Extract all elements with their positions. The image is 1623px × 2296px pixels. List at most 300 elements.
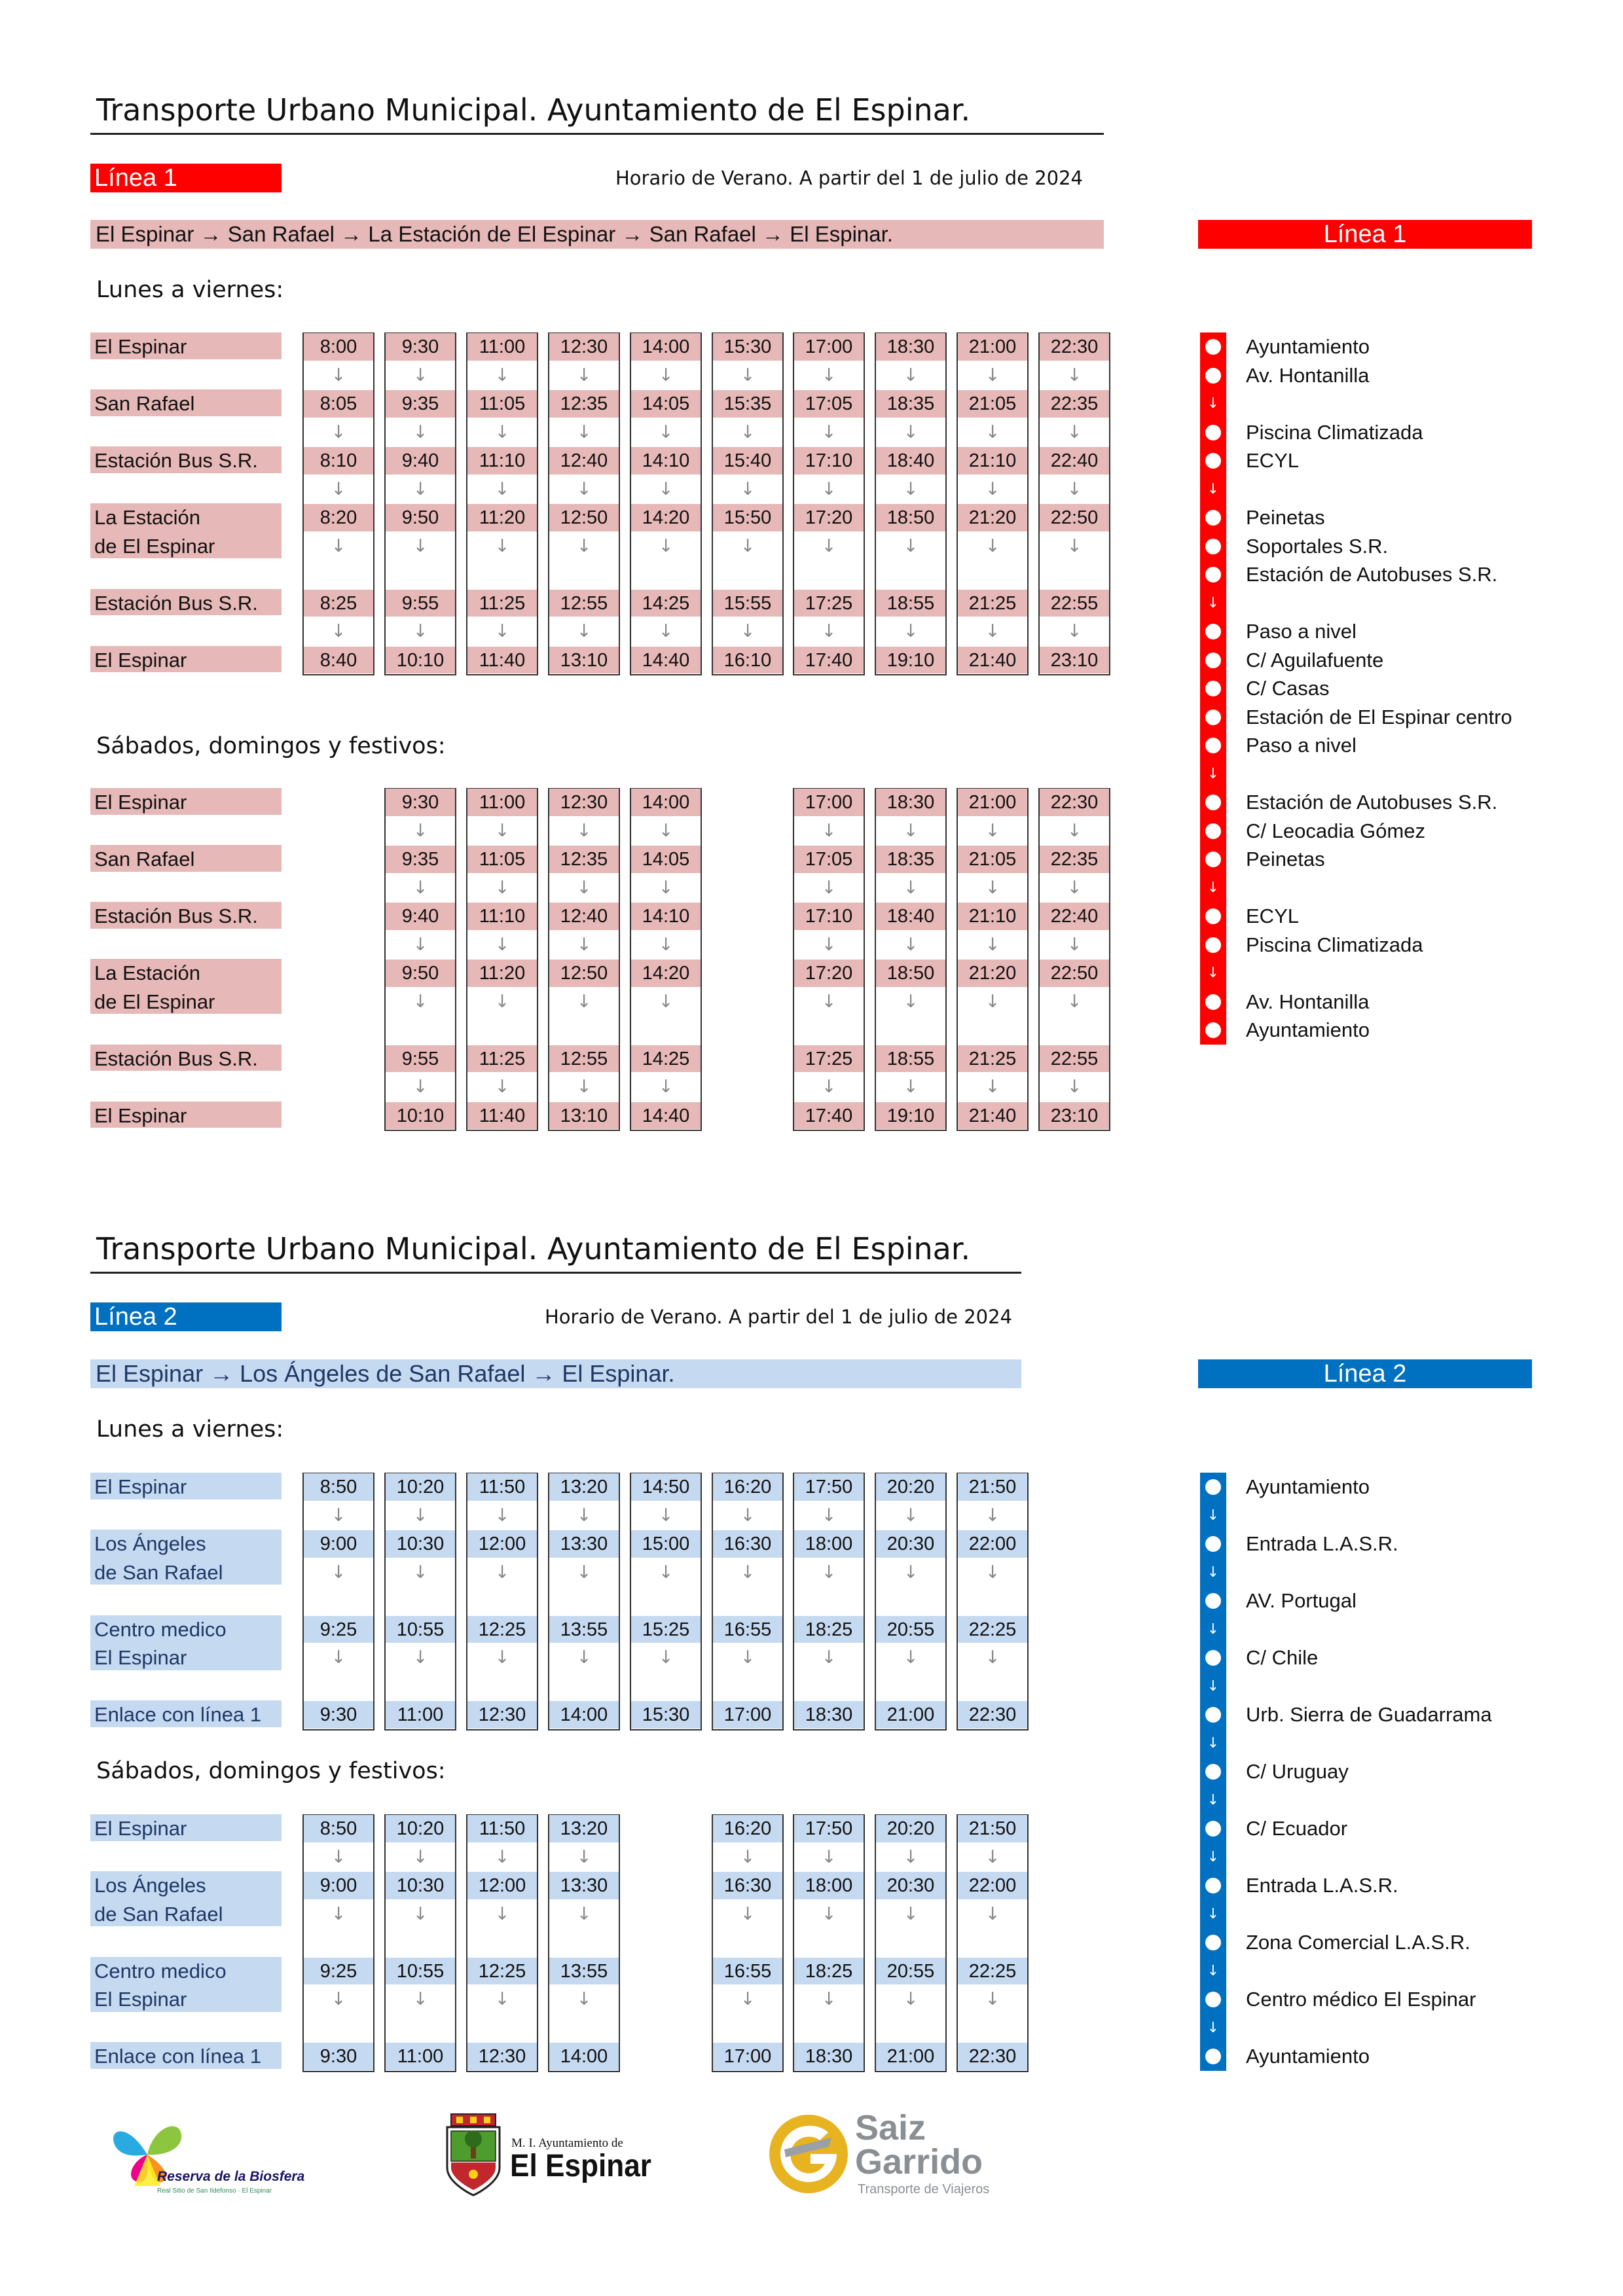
saiz-name: Saiz: [855, 2108, 926, 2147]
route-arrow-icon: ↓: [1207, 1962, 1220, 1979]
departure-time: 16:10: [713, 647, 782, 674]
departure-time: 17:40: [794, 647, 864, 674]
down-arrow-icon: ↓: [903, 365, 919, 386]
biosfera-name: Reserva de la Biosfera: [157, 2169, 305, 2184]
route-arrow-icon: ↓: [1207, 1677, 1220, 1695]
stop-dot-icon: [1205, 653, 1221, 668]
stop-dot-icon: [1205, 709, 1221, 725]
departure-time: 9:25: [304, 1616, 373, 1643]
departure-time: 22:55: [1040, 1045, 1109, 1073]
down-arrow-icon: ↓: [903, 478, 919, 499]
down-arrow-icon: ↓: [658, 820, 674, 841]
departure-time: 22:40: [1040, 447, 1109, 475]
down-arrow-icon: ↓: [740, 422, 756, 442]
down-arrow-icon: ↓: [985, 422, 1000, 442]
departure-time: 9:30: [386, 789, 455, 816]
down-arrow-icon: ↓: [903, 1903, 919, 1924]
down-arrow-icon: ↓: [903, 934, 919, 955]
route-arrow-icon: ↓: [1207, 965, 1220, 981]
down-arrow-icon: ↓: [985, 1903, 1000, 1924]
down-arrow-icon: ↓: [740, 535, 756, 556]
departure-time: 10:10: [386, 647, 455, 674]
down-arrow-icon: ↓: [412, 820, 428, 841]
route-arrow-icon: ↓: [1207, 594, 1220, 611]
down-arrow-icon: ↓: [576, 934, 592, 955]
down-arrow-icon: ↓: [821, 1989, 837, 2009]
stop-label: [90, 1473, 282, 1499]
stop-dot-icon: [1205, 937, 1221, 953]
route-stop-name: C/ Aguilafuente: [1246, 648, 1384, 672]
route-stop-name: Piscina Climatizada: [1246, 420, 1423, 444]
departure-time: 10:55: [386, 1616, 455, 1643]
departure-time: 22:40: [1040, 903, 1109, 930]
departure-time: 18:40: [876, 903, 945, 930]
departure-time: 21:25: [958, 590, 1027, 617]
departure-time: 14:00: [549, 1701, 619, 1729]
route-stop-name: Estación de El Espinar centro: [1246, 705, 1512, 728]
down-arrow-icon: ↓: [658, 365, 674, 386]
down-arrow-icon: ↓: [1067, 535, 1082, 556]
route-stop-name: C/ Casas: [1246, 677, 1330, 700]
down-arrow-icon: ↓: [576, 422, 592, 442]
departure-time: 22:00: [958, 1872, 1027, 1899]
stop-label: [90, 332, 282, 359]
route-stop-name: C/ Chile: [1246, 1646, 1319, 1669]
departure-time: 21:00: [958, 789, 1027, 816]
down-arrow-icon: ↓: [658, 877, 674, 898]
down-arrow-icon: ↓: [576, 535, 592, 556]
departure-time: 12:30: [467, 2043, 537, 2070]
line2-badge: Línea 2: [90, 1302, 282, 1331]
stop-dot-icon: [1205, 453, 1221, 469]
down-arrow-icon: ↓: [494, 1989, 510, 2009]
departure-time: 11:10: [467, 903, 537, 930]
down-arrow-icon: ↓: [903, 1562, 919, 1583]
stop-dot-icon: [1205, 1878, 1221, 1893]
down-arrow-icon: ↓: [1067, 1077, 1082, 1097]
route-arrow-icon: ↓: [1207, 1564, 1220, 1581]
down-arrow-icon: ↓: [903, 535, 919, 556]
down-arrow-icon: ↓: [412, 934, 428, 955]
departure-time: 12:35: [549, 846, 619, 873]
line2-route-badge: Línea 2: [1198, 1359, 1532, 1388]
stop-label: [90, 1814, 282, 1841]
departure-time: 12:50: [549, 504, 619, 531]
departure-time: 11:00: [386, 1701, 455, 1729]
departure-time: 21:05: [958, 390, 1027, 418]
stop-dot-icon: [1205, 1593, 1221, 1609]
stop-label: [90, 2042, 282, 2069]
departure-time: 21:40: [958, 647, 1027, 674]
down-arrow-icon: ↓: [494, 478, 510, 499]
departure-time: 14:05: [631, 390, 701, 418]
departure-time: 22:30: [1040, 789, 1109, 816]
down-arrow-icon: ↓: [740, 1562, 756, 1583]
departure-time: 11:05: [467, 390, 537, 418]
departure-time: 12:55: [549, 1045, 619, 1073]
down-arrow-icon: ↓: [494, 934, 510, 955]
down-arrow-icon: ↓: [331, 1505, 346, 1526]
line1-weekday-label: Lunes a viernes:: [96, 277, 284, 303]
down-arrow-icon: ↓: [331, 1647, 346, 1668]
departure-time: 11:00: [467, 333, 537, 361]
down-arrow-icon: ↓: [412, 422, 428, 442]
down-arrow-icon: ↓: [658, 422, 674, 442]
down-arrow-icon: ↓: [412, 535, 428, 556]
departure-time: 21:40: [958, 1102, 1027, 1130]
stop-label: [90, 788, 282, 815]
stop-dot-icon: [1205, 1764, 1221, 1780]
route-stop-name: Entrada L.A.S.R.: [1246, 1532, 1398, 1555]
departure-time: 9:50: [386, 960, 455, 987]
route-stop-name: Ayuntamiento: [1246, 335, 1370, 358]
stop-label-line: Estación Bus S.R.: [94, 905, 258, 927]
down-arrow-icon: ↓: [658, 621, 674, 641]
departure-time: 20:55: [876, 1958, 945, 1985]
down-arrow-icon: ↓: [412, 991, 428, 1012]
departure-time: 11:00: [467, 789, 537, 816]
departure-time: 17:00: [794, 333, 864, 361]
departure-time: 12:00: [467, 1530, 537, 1558]
stop-dot-icon: [1205, 510, 1221, 526]
route-stop-name: Centro médico El Espinar: [1246, 1988, 1476, 2011]
down-arrow-icon: ↓: [821, 1562, 837, 1583]
down-arrow-icon: ↓: [494, 877, 510, 898]
down-arrow-icon: ↓: [658, 991, 674, 1012]
stop-dot-icon: [1205, 1935, 1221, 1950]
down-arrow-icon: ↓: [658, 1647, 674, 1668]
down-arrow-icon: ↓: [576, 365, 592, 386]
departure-time: 14:20: [631, 504, 701, 531]
departure-time: 10:30: [386, 1872, 455, 1899]
stop-label: [90, 503, 282, 558]
down-arrow-icon: ↓: [658, 535, 674, 556]
down-arrow-icon: ↓: [903, 877, 919, 898]
stop-label: [90, 959, 282, 1014]
down-arrow-icon: ↓: [985, 991, 1000, 1012]
departure-time: 18:30: [794, 1701, 864, 1729]
departure-time: 12:30: [549, 333, 619, 361]
departure-time: 12:40: [549, 447, 619, 475]
departure-time: 16:20: [713, 1815, 782, 1842]
line1-badge: Línea 1: [90, 164, 282, 192]
down-arrow-icon: ↓: [903, 1647, 919, 1668]
stop-label-line: Estación Bus S.R.: [94, 591, 258, 615]
route-stop-name: Peinetas: [1246, 506, 1325, 529]
departure-time: 22:00: [958, 1530, 1027, 1558]
departure-time: 9:40: [386, 447, 455, 475]
route-arrow-icon: ↓: [1207, 1621, 1220, 1638]
route-stop-name: Paso a nivel: [1246, 620, 1357, 643]
saiz-sub: Transporte de Viajeros: [858, 2182, 990, 2197]
departure-time: 18:40: [876, 447, 945, 475]
route-arrow-icon: ↓: [1207, 395, 1220, 412]
stop-label-line: El Espinar: [94, 648, 187, 672]
stop-label: [90, 646, 282, 673]
stop-label: [90, 1530, 282, 1585]
down-arrow-icon: ↓: [412, 365, 428, 386]
down-arrow-icon: ↓: [821, 1903, 837, 1924]
route-stop-name: ECYL: [1246, 449, 1299, 472]
departure-time: 22:25: [958, 1958, 1027, 1985]
down-arrow-icon: ↓: [985, 478, 1000, 499]
departure-time: 16:55: [713, 1958, 782, 1985]
down-arrow-icon: ↓: [494, 422, 510, 442]
down-arrow-icon: ↓: [1067, 934, 1082, 955]
down-arrow-icon: ↓: [576, 621, 592, 641]
stop-label: [90, 1045, 282, 1071]
down-arrow-icon: ↓: [903, 1505, 919, 1526]
departure-time: 17:10: [794, 903, 864, 930]
departure-time: 18:55: [876, 1045, 945, 1073]
departure-time: 23:10: [1040, 1102, 1109, 1130]
stop-label-line: El Espinar: [94, 1817, 187, 1840]
saiz-garrido-logo: [766, 2109, 1041, 2200]
down-arrow-icon: ↓: [821, 1846, 837, 1867]
departure-time: 18:35: [876, 846, 945, 873]
down-arrow-icon: ↓: [331, 535, 346, 556]
down-arrow-icon: ↓: [903, 422, 919, 442]
departure-time: 10:30: [386, 1530, 455, 1558]
departure-time: 8:50: [304, 1815, 373, 1842]
departure-time: 13:30: [549, 1872, 619, 1899]
route-stop-name: Av. Hontanilla: [1246, 363, 1370, 387]
departure-time: 12:40: [549, 903, 619, 930]
down-arrow-icon: ↓: [821, 535, 837, 556]
route-stop-name: Zona Comercial L.A.S.R.: [1246, 1931, 1470, 1954]
down-arrow-icon: ↓: [985, 1562, 1000, 1583]
departure-time: 20:30: [876, 1872, 945, 1899]
departure-time: 20:30: [876, 1530, 945, 1558]
line2-weekday-label: Lunes a viernes:: [96, 1416, 284, 1443]
down-arrow-icon: ↓: [1067, 621, 1082, 641]
departure-time: 17:00: [794, 789, 864, 816]
departure-time: 22:50: [1040, 504, 1109, 531]
route-arrow-icon: ↓: [1207, 765, 1220, 782]
departure-time: 17:50: [794, 1815, 864, 1842]
down-arrow-icon: ↓: [1067, 877, 1082, 898]
departure-time: 17:00: [713, 1701, 782, 1729]
down-arrow-icon: ↓: [985, 877, 1000, 898]
down-arrow-icon: ↓: [903, 991, 919, 1012]
departure-time: 9:00: [304, 1530, 373, 1558]
down-arrow-icon: ↓: [821, 1505, 837, 1526]
down-arrow-icon: ↓: [412, 478, 428, 499]
departure-time: 14:40: [631, 647, 701, 674]
down-arrow-icon: ↓: [331, 1562, 346, 1583]
departure-time: 22:50: [1040, 960, 1109, 987]
stop-label: [90, 389, 282, 416]
departure-time: 18:30: [876, 333, 945, 361]
down-arrow-icon: ↓: [412, 1077, 428, 1097]
route-stop-name: Piscina Climatizada: [1246, 933, 1423, 956]
route-stop-name: AV. Portugal: [1246, 1589, 1357, 1612]
departure-time: 9:25: [304, 1958, 373, 1985]
stop-label-line: Estación Bus S.R.: [94, 449, 258, 472]
line2-title: Transporte Urbano Municipal. Ayuntamiento de El Espinar.: [96, 1231, 971, 1266]
stop-label-line: El Espinar: [94, 1988, 187, 2011]
departure-time: 11:20: [467, 504, 537, 531]
departure-time: 18:50: [876, 504, 945, 531]
departure-time: 15:40: [713, 447, 782, 475]
route-stop-name: Soportales S.R.: [1246, 534, 1389, 558]
route-arrow-icon: ↓: [1207, 879, 1220, 896]
departure-time: 9:40: [386, 903, 455, 930]
route-arrow-icon: ↓: [1207, 1848, 1220, 1865]
down-arrow-icon: ↓: [658, 1505, 674, 1526]
stop-dot-icon: [1205, 1650, 1221, 1666]
down-arrow-icon: ↓: [985, 365, 1000, 386]
down-arrow-icon: ↓: [494, 1562, 510, 1583]
stop-label-line: Enlace con línea 1: [94, 2045, 262, 2068]
stop-label-line: Enlace con línea 1: [94, 1703, 262, 1726]
departure-time: 8:20: [304, 504, 373, 531]
down-arrow-icon: ↓: [985, 535, 1000, 556]
down-arrow-icon: ↓: [740, 1903, 756, 1924]
departure-time: 22:30: [1040, 333, 1109, 361]
departure-time: 13:55: [549, 1616, 619, 1643]
down-arrow-icon: ↓: [331, 1989, 346, 2009]
departure-time: 12:00: [467, 1872, 537, 1899]
departure-time: 16:30: [713, 1872, 782, 1899]
departure-time: 21:05: [958, 846, 1027, 873]
down-arrow-icon: ↓: [1067, 422, 1082, 442]
departure-time: 18:25: [794, 1616, 864, 1643]
departure-time: 21:50: [958, 1473, 1027, 1501]
departure-time: 18:55: [876, 590, 945, 617]
down-arrow-icon: ↓: [412, 1989, 428, 2009]
departure-time: 10:55: [386, 1958, 455, 1985]
departure-time: 11:40: [467, 647, 537, 674]
stop-dot-icon: [1205, 908, 1221, 924]
line1-schedule-note: Horario de Verano. A partir del 1 de julio de 2024: [615, 167, 1083, 189]
down-arrow-icon: ↓: [740, 1505, 756, 1526]
departure-time: 8:00: [304, 333, 373, 361]
down-arrow-icon: ↓: [821, 365, 837, 386]
departure-time: 14:00: [549, 2043, 619, 2070]
down-arrow-icon: ↓: [985, 621, 1000, 641]
stop-label-line: Centro medico: [94, 1959, 227, 1982]
line1-route: El Espinar → San Rafael → La Estación de El Espinar → San Rafael → El Espinar.: [90, 220, 1104, 249]
stop-label-line: de El Espinar: [94, 990, 215, 1013]
departure-time: 13:10: [549, 1102, 619, 1130]
down-arrow-icon: ↓: [821, 1077, 837, 1097]
departure-time: 23:10: [1040, 647, 1109, 674]
stop-label-line: El Espinar: [94, 335, 187, 358]
saiz-garrido-g-icon: [766, 2111, 851, 2197]
down-arrow-icon: ↓: [1067, 478, 1082, 499]
departure-time: 17:50: [794, 1473, 864, 1501]
departure-time: 11:50: [467, 1815, 537, 1842]
stop-dot-icon: [1205, 738, 1221, 753]
stop-dot-icon: [1205, 624, 1221, 639]
departure-time: 18:35: [876, 390, 945, 418]
departure-time: 15:50: [713, 504, 782, 531]
departure-time: 9:35: [386, 390, 455, 418]
departure-time: 20:55: [876, 1616, 945, 1643]
down-arrow-icon: ↓: [494, 1846, 510, 1867]
departure-time: 16:55: [713, 1616, 782, 1643]
stop-dot-icon: [1205, 539, 1221, 554]
stop-label-line: Centro medico: [94, 1617, 227, 1641]
departure-time: 17:20: [794, 504, 864, 531]
down-arrow-icon: ↓: [576, 478, 592, 499]
down-arrow-icon: ↓: [576, 1647, 592, 1668]
down-arrow-icon: ↓: [412, 1647, 428, 1668]
departure-time: 20:20: [876, 1473, 945, 1501]
departure-time: 11:05: [467, 846, 537, 873]
departure-time: 8:25: [304, 590, 373, 617]
biosfera-logo: [108, 2109, 318, 2200]
down-arrow-icon: ↓: [494, 820, 510, 841]
ayuntamiento-small-text: M. I. Ayuntamiento de: [511, 2136, 623, 2150]
stop-label: [90, 1615, 282, 1670]
departure-time: 12:50: [549, 960, 619, 987]
down-arrow-icon: ↓: [412, 1562, 428, 1583]
down-arrow-icon: ↓: [821, 422, 837, 442]
departure-time: 11:40: [467, 1102, 537, 1130]
down-arrow-icon: ↓: [494, 1077, 510, 1097]
down-arrow-icon: ↓: [903, 1989, 919, 2009]
coat-of-arms-icon: [442, 2113, 505, 2197]
departure-time: 21:00: [958, 333, 1027, 361]
departure-time: 21:50: [958, 1815, 1027, 1842]
down-arrow-icon: ↓: [821, 1647, 837, 1668]
down-arrow-icon: ↓: [576, 1077, 592, 1097]
down-arrow-icon: ↓: [576, 1989, 592, 2009]
down-arrow-icon: ↓: [494, 1505, 510, 1526]
departure-time: 9:55: [386, 590, 455, 617]
route-stop-name: Av. Hontanilla: [1246, 990, 1370, 1013]
stop-dot-icon: [1205, 1707, 1221, 1723]
departure-time: 9:00: [304, 1872, 373, 1899]
stop-label: [90, 1957, 282, 2012]
stop-label-line: La Estación: [94, 961, 200, 984]
stop-label-line: La Estación: [94, 506, 200, 529]
departure-time: 21:10: [958, 903, 1027, 930]
departure-time: 17:05: [794, 390, 864, 418]
down-arrow-icon: ↓: [985, 820, 1000, 841]
down-arrow-icon: ↓: [576, 877, 592, 898]
departure-time: 14:10: [631, 903, 701, 930]
departure-time: 9:35: [386, 846, 455, 873]
down-arrow-icon: ↓: [740, 621, 756, 641]
down-arrow-icon: ↓: [1067, 820, 1082, 841]
route-stop-name: Estación de Autobuses S.R.: [1246, 791, 1498, 814]
departure-time: 8:10: [304, 447, 373, 475]
departure-time: 10:10: [386, 1102, 455, 1130]
departure-time: 18:30: [794, 2043, 864, 2070]
departure-time: 8:50: [304, 1473, 373, 1501]
stop-dot-icon: [1205, 795, 1221, 810]
down-arrow-icon: ↓: [576, 1903, 592, 1924]
ayuntamiento-logo: [442, 2113, 665, 2198]
stop-label-line: San Rafael: [94, 848, 195, 870]
route-stop-name: Urb. Sierra de Guadarrama: [1246, 1703, 1492, 1726]
departure-time: 17:20: [794, 960, 864, 987]
departure-time: 21:25: [958, 1045, 1027, 1073]
stop-dot-icon: [1205, 1821, 1221, 1837]
departure-time: 12:25: [467, 1616, 537, 1643]
departure-time: 18:25: [794, 1958, 864, 1985]
down-arrow-icon: ↓: [576, 1505, 592, 1526]
departure-time: 18:00: [794, 1872, 864, 1899]
departure-time: 17:05: [794, 846, 864, 873]
down-arrow-icon: ↓: [985, 934, 1000, 955]
down-arrow-icon: ↓: [576, 1562, 592, 1583]
down-arrow-icon: ↓: [903, 621, 919, 641]
departure-time: 15:55: [713, 590, 782, 617]
